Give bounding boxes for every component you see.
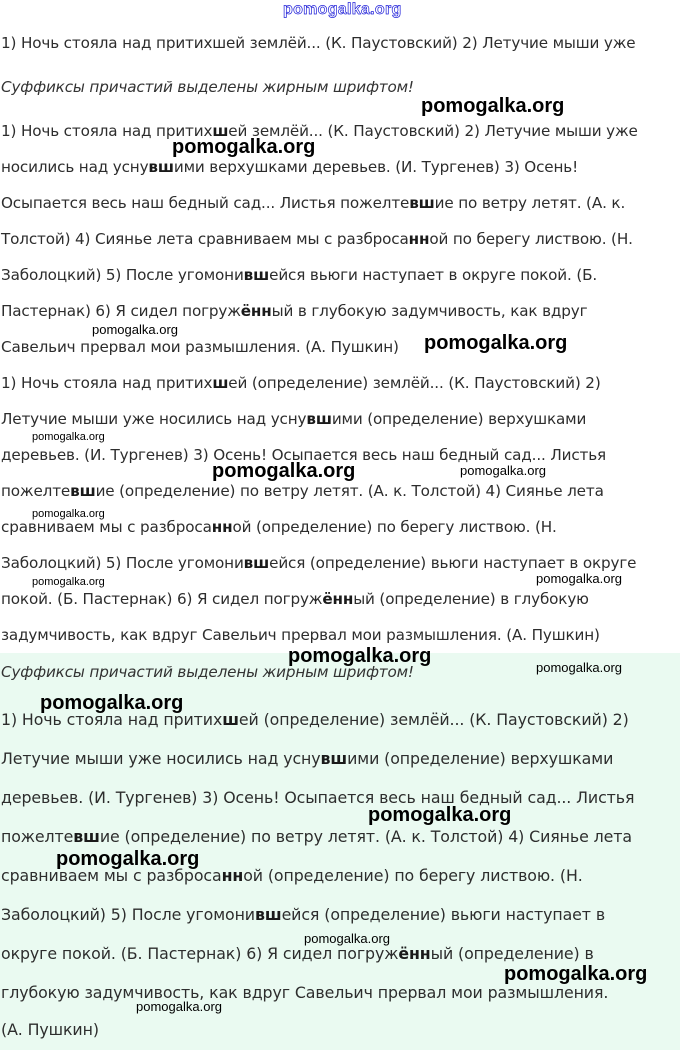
text-segment: ими (определение) верхушками — [347, 749, 614, 768]
text-segment: ый в глубокую задумчивость, как вдруг — [271, 302, 588, 320]
section2-line — [1, 517, 557, 537]
participle-suffix: вш — [148, 158, 174, 176]
site-watermark: pomogalka.org — [32, 431, 105, 443]
text-segment: ый (определение) в глубокую — [353, 590, 589, 608]
section3-line — [1, 944, 594, 964]
text-segment: ейся (определение) вьюги наступает в округе — [269, 554, 637, 572]
section2-line — [1, 409, 586, 429]
text-segment: Заболоцкий) 5) После угомони — [1, 905, 255, 924]
site-watermark: pomogalka.org — [32, 576, 105, 588]
site-watermark: pomogalka.org — [504, 963, 648, 985]
text-segment: ейся (определение) вьюги наступает в — [281, 905, 606, 924]
text-segment: покой. (Б. Пастернак) 6) Я сидел погруж — [1, 590, 323, 608]
intro-line: 1) Ночь стояла над притихшей землёй... (К. Паустовский) 2) Летучие мыши уже — [1, 34, 636, 52]
text-segment: Пастернак) 6) Я сидел погруж — [1, 302, 241, 320]
text-segment: ей (определение) землёй... (К. Паустовский) 2) — [228, 374, 601, 392]
text-segment: ей землёй... (К. Паустовский) 2) Летучие мыши уже — [228, 122, 638, 140]
text-segment: глубокую задумчивость, как вдруг Савельич прервал мои размышления. — [1, 983, 609, 1002]
participle-suffix: нн — [408, 230, 430, 248]
text-segment: Заболоцкий) 5) После угомони — [1, 554, 244, 572]
site-watermark: pomogalka.org — [40, 692, 184, 714]
section2-line — [1, 481, 604, 501]
site-watermark: pomogalka.org — [32, 508, 105, 520]
site-watermark: pomogalka.org — [421, 95, 565, 117]
site-watermark: pomogalka.org — [288, 645, 432, 667]
section2-line — [1, 553, 636, 573]
participle-suffix: вш — [243, 266, 270, 284]
participle-suffix: ш — [212, 122, 229, 140]
text-segment: 1) Ночь стояла над притих — [1, 122, 213, 140]
section1-line — [1, 121, 638, 141]
text-segment: округе покой. (Б. Пастернак) 6) Я сидел погруж — [1, 944, 399, 963]
text-segment: ие (определение) по ветру летят. (А. к. Толстой) 4) Сиянье лета — [99, 827, 632, 846]
section1-heading: Суффиксы причастий выделены жирным шрифтом! — [1, 78, 414, 96]
text-segment: ой по берегу листвою. (Н. — [429, 230, 633, 248]
text-segment: деревьев. (И. Тургенев) 3) Осень! Осыпается весь наш бедный сад... Листья — [1, 446, 607, 464]
participle-suffix: ш — [222, 710, 239, 729]
text-segment: деревьев. (И. Тургенев) 3) Осень! Осыпается весь наш бедный сад... Листья — [1, 788, 635, 807]
participle-suffix: вш — [70, 482, 96, 500]
text-segment: 1) Ночь стояла над притих — [1, 710, 223, 729]
section2-line — [1, 373, 601, 393]
participle-suffix: ённ — [322, 590, 354, 608]
participle-suffix: нн — [211, 518, 233, 536]
section3-heading: Суффиксы причастий выделены жирным шрифтом! — [1, 663, 414, 681]
section1-line — [1, 193, 625, 213]
site-watermark: pomogalka.org — [304, 931, 390, 946]
site-watermark: pomogalka.org — [460, 463, 546, 478]
text-segment: ей (определение) землёй... (К. Паустовский) 2) — [238, 710, 629, 729]
text-segment: ейся вьюги наступает в округе покой. (Б. — [269, 266, 598, 284]
text-segment: сравниваем мы с разброса — [1, 518, 212, 536]
section3-line — [1, 788, 634, 808]
text-segment: ими верхушками деревьев. (И. Тургенев) 3) Осень! — [173, 158, 579, 176]
text-segment: ие (определение) по ветру летят. (А. к. Толстой) 4) Сиянье лета — [95, 482, 604, 500]
section3-line — [1, 749, 613, 769]
participle-suffix: ённ — [398, 944, 431, 963]
section2-line — [1, 589, 589, 609]
section3-line — [1, 827, 632, 847]
text-segment: (А. Пушкин) — [1, 1020, 99, 1039]
participle-suffix: вш — [409, 194, 435, 212]
section1-line — [1, 229, 633, 249]
section3-line — [1, 905, 605, 925]
text-segment: Осыпается весь наш бедный сад... Листья пожелте — [1, 194, 410, 212]
section1-line — [1, 337, 399, 357]
section3-line — [1, 983, 608, 1003]
text-segment: пожелте — [1, 482, 71, 500]
participle-suffix: ённ — [240, 302, 272, 320]
site-watermark: pomogalka.org — [368, 804, 512, 826]
text-segment: Летучие мыши уже носились над усну — [1, 410, 307, 428]
text-segment: пожелте — [1, 827, 74, 846]
site-watermark: pomogalka.org — [172, 136, 316, 158]
text-segment: задумчивость, как вдруг Савельич прервал мои размышления. (А. Пушкин) — [1, 626, 600, 644]
text-segment: Летучие мыши уже носились над усну — [1, 749, 321, 768]
participle-suffix: вш — [254, 905, 282, 924]
section1-line — [1, 301, 587, 321]
participle-suffix: ш — [212, 374, 229, 392]
participle-suffix: нн — [221, 866, 244, 885]
section1-line — [1, 265, 597, 285]
site-watermark: pomogalka.org — [536, 660, 622, 675]
site-watermark: pomogalka.org — [424, 332, 568, 354]
site-watermark: pomogalka.org — [56, 848, 200, 870]
section3-line — [1, 1020, 99, 1040]
text-segment: Толстой) 4) Сиянье лета сравниваем мы с разброса — [1, 230, 409, 248]
text-segment: Заболоцкий) 5) После угомони — [1, 266, 244, 284]
text-segment: Савельич прервал мои размышления. (А. Пушкин) — [1, 338, 399, 356]
site-watermark-top: pomogalka.org — [283, 1, 402, 18]
site-watermark: pomogalka.org — [536, 571, 622, 586]
site-watermark: pomogalka.org — [212, 460, 356, 482]
participle-suffix: вш — [306, 410, 332, 428]
participle-suffix: вш — [73, 827, 100, 846]
text-segment: ими (определение) верхушками — [331, 410, 587, 428]
text-segment: ие по ветру летят. (А. к. — [434, 194, 626, 212]
text-segment: сравниваем мы с разброса — [1, 866, 222, 885]
participle-suffix: вш — [320, 749, 348, 768]
text-segment: ой (определение) по берегу листвою. (Н. — [243, 866, 583, 885]
text-segment: носились над усну — [1, 158, 149, 176]
site-watermark: pomogalka.org — [136, 999, 222, 1014]
site-watermark: pomogalka.org — [92, 322, 178, 337]
participle-suffix: вш — [243, 554, 270, 572]
section1-line — [1, 157, 578, 177]
text-segment: ой (определение) по берегу листвою. (Н. — [232, 518, 557, 536]
section2-line — [1, 625, 600, 645]
text-segment: ый (определение) в — [430, 944, 594, 963]
text-segment: 1) Ночь стояла над притих — [1, 374, 213, 392]
